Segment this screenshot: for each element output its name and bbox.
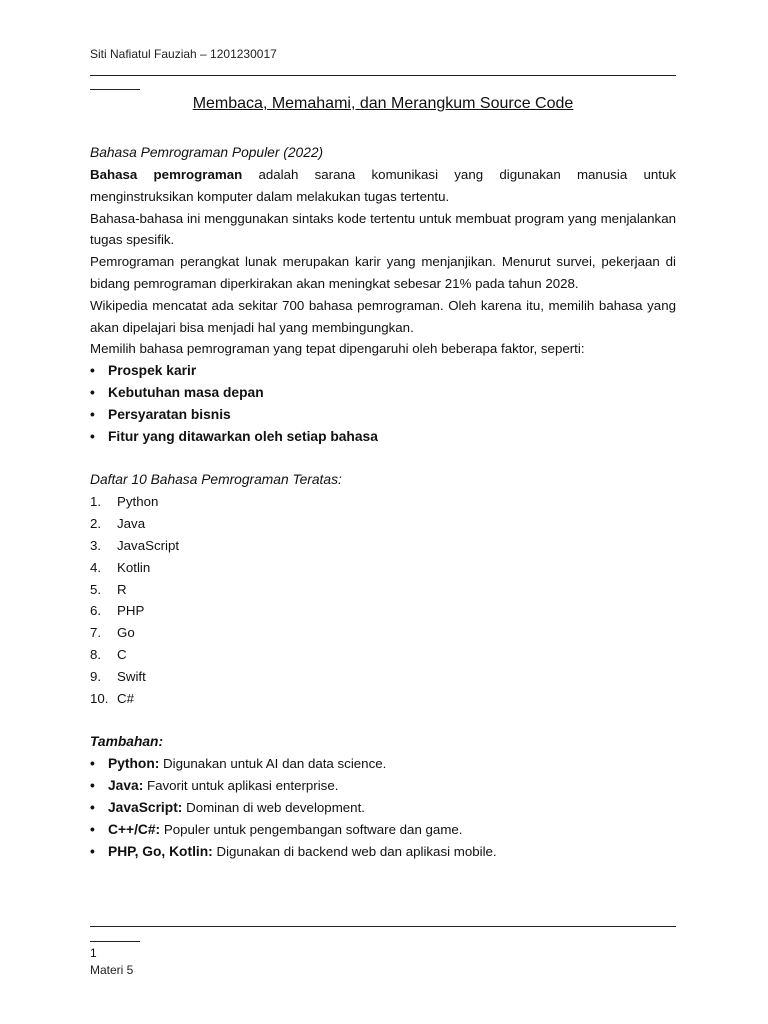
- factors-list: [90, 360, 676, 447]
- list-item: [90, 819, 676, 841]
- paragraph-4: Wikipedia mencatat ada sekitar 700 bahasa pemrograman. Oleh karena itu, memilih bahasa yang akan dipelajari bisa menjadi hal yang membingungkan.: [90, 297, 676, 335]
- list-term: PHP, Go, Kotlin:: [108, 843, 213, 859]
- list-item: [90, 513, 676, 535]
- top10-list: [90, 491, 676, 709]
- list-term: Python:: [108, 756, 160, 772]
- list-number: 7.: [90, 625, 102, 641]
- list-label: R: [117, 581, 127, 597]
- document-page: [90, 0, 676, 1024]
- list-number: 4.: [90, 559, 102, 575]
- page-title: Membaca, Memahami, dan Merangkum Source Code: [192, 95, 574, 112]
- list-desc: Favorit untuk aplikasi enterprise.: [143, 778, 339, 794]
- header-author: Siti Nafiatul Fauziah – 1201230017: [90, 47, 277, 61]
- list-desc: Digunakan untuk AI dan data science.: [159, 756, 387, 772]
- list-label: Swift: [117, 668, 146, 684]
- section-heading-populer: Bahasa Pemrograman Populer (2022): [90, 145, 324, 160]
- page-number: 1: [90, 946, 97, 960]
- list-item: [90, 579, 676, 601]
- list-label: JavaScript: [117, 537, 180, 553]
- footer-rule: [90, 926, 676, 927]
- list-item: [90, 753, 676, 775]
- list-item: • Prospek karir: [90, 360, 676, 382]
- list-item: [90, 535, 676, 557]
- list-number: 9.: [90, 668, 102, 684]
- list-term: Java:: [108, 778, 144, 794]
- footer-label: Materi 5: [90, 963, 134, 977]
- list-item: [90, 491, 676, 513]
- paragraph-5: Memilih bahasa pemrograman yang tepat dipengaruhi oleh beberapa faktor, seperti:: [90, 341, 585, 357]
- header-rule: [90, 75, 676, 76]
- list-term: C++/C#:: [108, 821, 161, 837]
- tambahan-list: [90, 753, 676, 862]
- list-desc: Digunakan di backend web dan aplikasi mobile.: [212, 843, 497, 859]
- list-item: [90, 644, 676, 666]
- header-rule-short: [90, 89, 140, 90]
- list-item: [90, 666, 676, 688]
- list-label: Kotlin: [117, 559, 151, 575]
- list-label: Go: [117, 625, 135, 641]
- list-item: [90, 622, 676, 644]
- document-body: [90, 142, 676, 862]
- list-item: [90, 688, 676, 710]
- list-number: 10.: [90, 690, 109, 706]
- list-label: Java: [117, 516, 146, 532]
- list-term: JavaScript:: [108, 799, 183, 815]
- list-label: Python: [117, 494, 159, 510]
- list-item: • Fitur yang ditawarkan oleh setiap bahasa: [90, 426, 676, 448]
- paragraph-2: Bahasa-bahasa ini menggunakan sintaks kode tertentu untuk membuat program yang menjalankan tugas spesifik.: [90, 210, 676, 248]
- list-item: [90, 600, 676, 622]
- paragraph-1-term: Bahasa pemrograman: [90, 167, 243, 182]
- list-number: 1.: [90, 494, 102, 510]
- list-item: [90, 557, 676, 579]
- list-desc: Dominan di web development.: [182, 799, 365, 815]
- list-label: C#: [117, 690, 134, 706]
- list-number: 5.: [90, 581, 102, 597]
- list-item: [90, 797, 676, 819]
- footer-rule-short: [90, 941, 140, 942]
- section-heading-tambahan: Tambahan:: [90, 734, 164, 750]
- list-item: [90, 841, 676, 863]
- paragraph-1: [90, 164, 676, 208]
- list-number: 2.: [90, 516, 102, 532]
- section-heading-top10: Daftar 10 Bahasa Pemrograman Teratas:: [90, 472, 342, 488]
- paragraph-1-text: adalah sarana komunikasi yang digunakan manusia untuk menginstruksikan komputer dalam melakukan tugas tertentu.: [90, 167, 676, 204]
- list-number: 8.: [90, 646, 102, 662]
- paragraph-3: Pemrograman perangkat lunak merupakan karir yang menjanjikan. Menurut survei, pekerjaan di bidang pemrograman diperkirakan akan meningkat sebesar 21% pada tahun 2028.: [90, 254, 676, 291]
- list-label: C: [117, 646, 127, 662]
- list-desc: Populer untuk pengembangan software dan game.: [160, 821, 463, 837]
- list-item: • Kebutuhan masa depan: [90, 382, 676, 404]
- list-item: [90, 775, 676, 797]
- list-number: 6.: [90, 603, 102, 619]
- list-item: • Persyaratan bisnis: [90, 404, 676, 426]
- list-label: PHP: [117, 603, 145, 619]
- list-number: 3.: [90, 537, 102, 553]
